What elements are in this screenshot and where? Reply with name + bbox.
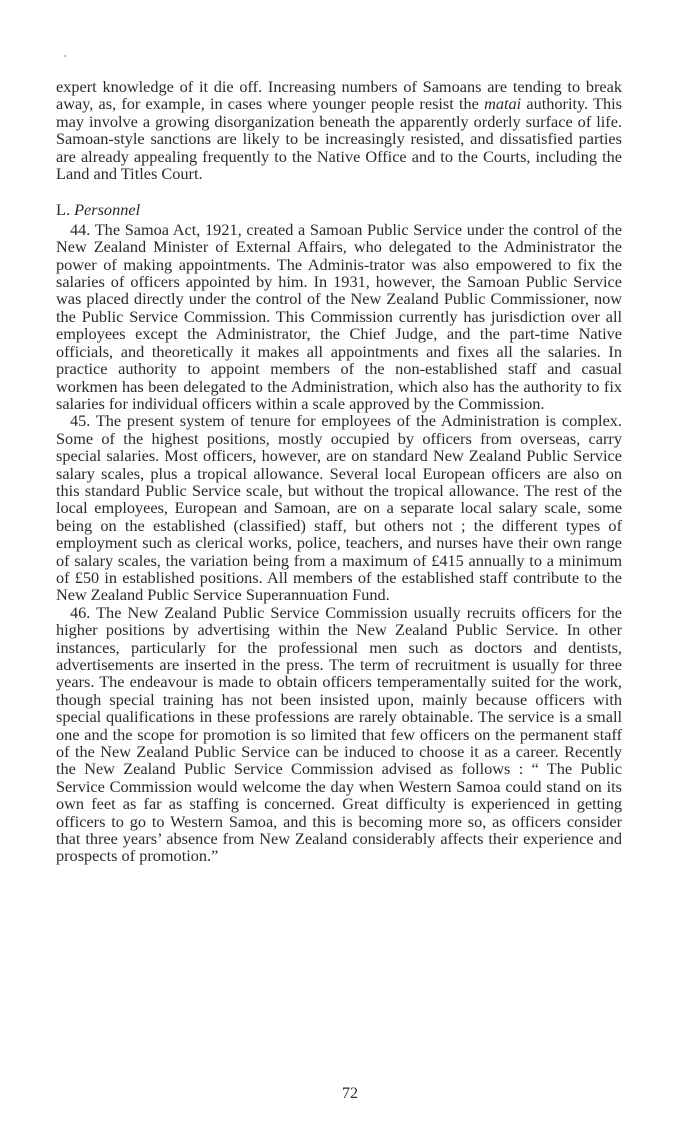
matai-term: matai — [484, 94, 522, 114]
continuation-paragraph — [56, 78, 622, 182]
page-number: 72 — [342, 1085, 358, 1102]
document-body — [56, 78, 622, 865]
section-title: Personnel — [74, 200, 141, 220]
section-heading — [56, 201, 622, 218]
paragraph-46: 46. The New Zealand Public Service Commission usually recruits officers for the higher positions by advertising within the New Zealand Public Service. In other instances, particularly for the professional men such as doctors and dentists, advertisements are inserted in the press. The term of recruitment is usually for three years. The endeavour is made to obtain officers temperamentally suited for the work, though special training has not been insisted upon, mainly because officers with special qualifications in these professions are rarely obtainable. The service is a small one and the scope for promotion is so limited that few officers on the permanent staff of the New Zealand Public Service can be induced to choose it as a career. Recently the New Zealand Public Service Commission advised as follows : “ The Public Service Commission would welcome the day when Western Samoa could stand on its own feet as far as staffing is concerned. Great difficulty is experienced in getting officers to go to Western Samoa, and this is becoming more so, as officers consider that three years’ absence from New Zealand considerably affects their experience and prospects of promotion.” — [56, 602, 622, 866]
paragraph-44: 44. The Samoa Act, 1921, created a Samoan Public Service under the control of the New Zealand Minister of External Affairs, who delegated to the Administrator the power of making appointments. The Adminis-trator was also empowered to fix the salaries of officers appointed by him. In 1931, however, the Samoan Public Service was placed directly under the control of the New Zealand Public Commissioner, now the Public Service Commission. This Commission currently has jurisdiction over all employees except the Administrator, the Chief Judge, and the part-time Native officials, and theoretically it makes all appointments and fixes all the salaries. In practice authority to appoint members of the non-established staff and casual workmen has been delegated to the Administration, which also has the authority to fix salaries for individual officers within a scale approved by the Commission. — [56, 219, 622, 413]
continuation-text-2: authority. This may involve a growing disorganization beneath the apparently orderly surface of life. Samoan-style sanctions are likely to be increasingly resisted, and dissatisfied parties are already appealing frequently to the Native Office and to the Courts, including the Land and Titles Court. — [56, 94, 622, 184]
section-letter: L. — [56, 200, 71, 220]
paragraph-45: 45. The present system of tenure for employees of the Administration is complex. Some of the highest positions, mostly occupied by officers from overseas, carry special salaries. Most officers, however, are on standard New Zealand Public Service salary scales, plus a tropical allowance. Several local European officers are also on this standard Public Service scale, but without the tropical allowance. The rest of the local employees, European and Samoan, are on a separate local salary scale, some being on the established (classified) staff, but others not ; the different types of employment such as clerical works, police, teachers, and nurses have their own range of salary scales, the variation being from a maximum of £415 annually to a minimum of £50 in established positions. All members of the established staff contribute to the New Zealand Public Service Superannuation Fund. — [56, 411, 622, 605]
continuation-text-1: expert knowledge of it die off. Increasing numbers of Samoans are tending to break away, as, for example, in cases where younger people resist the — [56, 77, 622, 114]
scan-speck — [64, 55, 66, 57]
